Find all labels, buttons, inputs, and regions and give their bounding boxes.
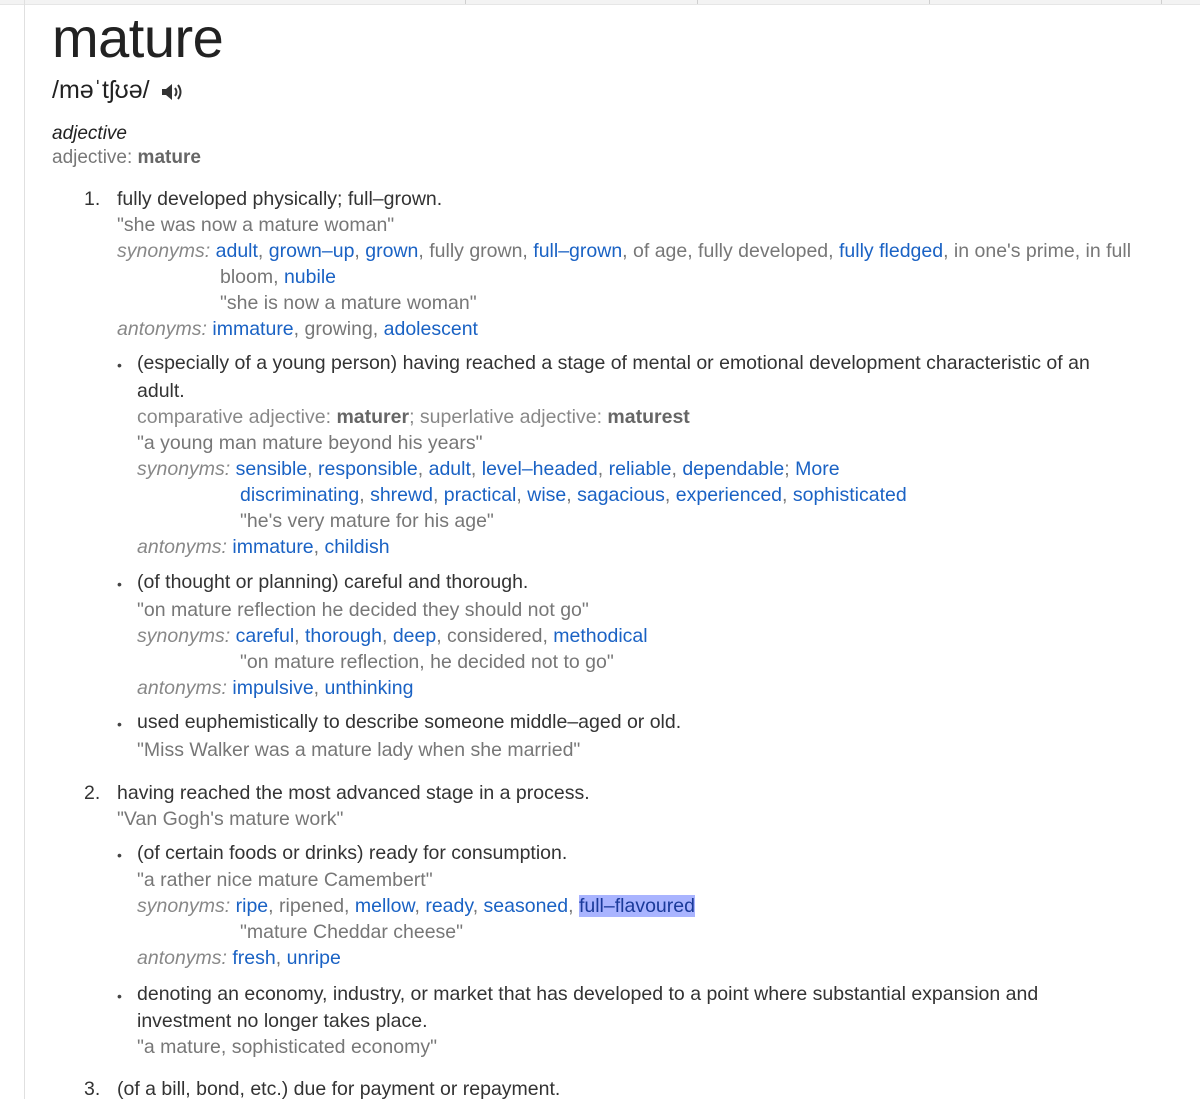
bullet: • bbox=[117, 716, 122, 732]
plain-text: , fully grown, bbox=[418, 240, 534, 262]
more-synonyms-link[interactable]: More bbox=[795, 458, 840, 480]
plain-text: , bbox=[294, 625, 305, 647]
plain-text: , bbox=[566, 484, 578, 506]
antonym-list bbox=[232, 947, 340, 969]
word-link[interactable]: adult bbox=[215, 240, 258, 262]
word-link[interactable]: full–flavoured bbox=[578, 895, 695, 917]
plain-text: , ripened, bbox=[268, 895, 355, 917]
plain-text: , bbox=[307, 458, 319, 480]
subsense-example: "on mature reflection he decided they should not go" bbox=[137, 599, 589, 621]
word-link[interactable]: full–grown bbox=[533, 240, 623, 262]
plain-text: , bbox=[470, 458, 482, 480]
plain-text: bloom, bbox=[220, 266, 284, 288]
pronunciation-row bbox=[52, 74, 184, 106]
word-link[interactable]: dependable bbox=[682, 458, 785, 480]
synonyms-row bbox=[220, 264, 336, 290]
word-link[interactable]: deep bbox=[392, 625, 437, 647]
plain-text: , bbox=[381, 625, 393, 647]
antonyms-row bbox=[137, 675, 413, 701]
synonym-list bbox=[220, 266, 336, 288]
synonym-example: "mature Cheddar cheese" bbox=[240, 921, 464, 943]
sense-example: "she was now a mature woman" bbox=[117, 214, 395, 236]
comparative-form: maturer bbox=[336, 406, 410, 428]
top-divider bbox=[1161, 0, 1162, 4]
subsense-definition: (of thought or planning) careful and thorough. bbox=[137, 571, 529, 593]
word-link[interactable]: immature bbox=[232, 536, 314, 558]
plain-text: , bbox=[359, 484, 371, 506]
left-border bbox=[24, 0, 25, 1099]
bullet: • bbox=[117, 988, 122, 1004]
synonyms-row bbox=[117, 238, 1131, 264]
subsense-example: "Miss Walker was a mature lady when she married" bbox=[137, 739, 581, 761]
superlative-label: ; superlative adjective: bbox=[409, 406, 608, 428]
word-link[interactable]: experienced bbox=[675, 484, 783, 506]
sense-definition: fully developed physically; full–grown. bbox=[117, 188, 443, 210]
word-link[interactable]: wise bbox=[527, 484, 567, 506]
bullet: • bbox=[117, 576, 122, 592]
antonyms-row bbox=[117, 316, 478, 342]
sense-definition: having reached the most advanced stage in a process. bbox=[117, 782, 590, 804]
word-link[interactable]: childish bbox=[324, 536, 390, 558]
word-link[interactable]: shrewd bbox=[370, 484, 433, 506]
synonym-list bbox=[236, 458, 795, 480]
antonyms-row bbox=[137, 945, 341, 971]
word-link[interactable]: sophisticated bbox=[792, 484, 907, 506]
plain-text: , bbox=[354, 240, 366, 262]
word-link[interactable]: fresh bbox=[232, 947, 276, 969]
plain-text: , bbox=[671, 458, 683, 480]
synonym-example: "she is now a mature woman" bbox=[220, 292, 477, 314]
subsense-definition: denoting an economy, industry, or market that has developed to a point where substantial expansion and bbox=[137, 983, 1039, 1005]
antonyms-label: antonyms: bbox=[117, 318, 207, 340]
word-link[interactable]: impulsive bbox=[232, 677, 314, 699]
sense-number: 1. bbox=[84, 188, 101, 210]
plain-text: , in one's prime, in full bbox=[943, 240, 1132, 262]
plain-text: , bbox=[414, 895, 426, 917]
word-link[interactable]: methodical bbox=[553, 625, 648, 647]
plain-text: , bbox=[417, 458, 429, 480]
word-link[interactable]: unripe bbox=[286, 947, 341, 969]
pos-sub-label: adjective: bbox=[52, 147, 138, 168]
plain-text: , growing, bbox=[293, 318, 384, 340]
comparative-label: comparative adjective: bbox=[137, 406, 337, 428]
bullet: • bbox=[117, 847, 122, 863]
subsense-definition: (especially of a young person) having reached a stage of mental or emotional development characteristic of an bbox=[137, 352, 1090, 374]
subsense-definition-cont: investment no longer takes place. bbox=[137, 1010, 428, 1032]
plain-text: , bbox=[516, 484, 528, 506]
plain-text: , considered, bbox=[436, 625, 554, 647]
antonym-list bbox=[232, 536, 389, 558]
synonyms-label: synonyms: bbox=[137, 895, 231, 917]
synonyms-row bbox=[137, 456, 840, 482]
synonym-list bbox=[240, 484, 907, 506]
word-link[interactable]: ready bbox=[425, 895, 473, 917]
sense-number: 2. bbox=[84, 782, 101, 804]
word-link[interactable]: fully fledged bbox=[839, 240, 944, 262]
word-link[interactable]: nubile bbox=[283, 266, 336, 288]
word-link[interactable]: sensible bbox=[235, 458, 308, 480]
sense-definition: (of a bill, bond, etc.) due for payment or repayment. bbox=[117, 1078, 561, 1100]
superlative-form: maturest bbox=[607, 406, 690, 428]
antonyms-label: antonyms: bbox=[137, 947, 227, 969]
word-link[interactable]: adult bbox=[428, 458, 471, 480]
plain-text: , of age, fully developed, bbox=[622, 240, 839, 262]
top-divider bbox=[697, 0, 698, 4]
headword: mature bbox=[52, 6, 224, 69]
antonyms-row bbox=[137, 534, 390, 560]
word-link[interactable]: grown–up bbox=[268, 240, 355, 262]
word-link[interactable]: thorough bbox=[305, 625, 382, 647]
antonym-list bbox=[232, 677, 413, 699]
subsense-definition: (of certain foods or drinks) ready for consumption. bbox=[137, 842, 568, 864]
top-divider bbox=[465, 0, 466, 4]
synonyms-label: synonyms: bbox=[137, 458, 231, 480]
synonyms-row bbox=[240, 482, 907, 508]
word-link[interactable]: discriminating bbox=[240, 484, 360, 506]
synonyms-label: synonyms: bbox=[137, 625, 231, 647]
word-link[interactable]: immature bbox=[212, 318, 294, 340]
plain-text: , bbox=[597, 458, 609, 480]
antonym-list bbox=[212, 318, 478, 340]
plain-text: , bbox=[257, 240, 269, 262]
part-of-speech: adjective bbox=[52, 123, 127, 144]
pos-sub-word: mature bbox=[137, 147, 201, 168]
subsense-example: "a mature, sophisticated economy" bbox=[137, 1036, 437, 1058]
antonyms-label: antonyms: bbox=[137, 536, 227, 558]
word-link[interactable]: reliable bbox=[608, 458, 672, 480]
synonym-example: "he's very mature for his age" bbox=[240, 510, 494, 532]
plain-text: , bbox=[275, 947, 287, 969]
word-link[interactable]: adolescent bbox=[383, 318, 478, 340]
synonym-list bbox=[236, 895, 695, 917]
synonyms-row bbox=[137, 893, 695, 919]
plain-text: , bbox=[313, 677, 325, 699]
plain-text: , bbox=[782, 484, 793, 506]
plain-text: , bbox=[432, 484, 444, 506]
pronunciation: /məˈtʃʊə/ bbox=[52, 76, 150, 104]
plain-text: , bbox=[472, 895, 484, 917]
subsense-example: "a young man mature beyond his years" bbox=[137, 432, 483, 454]
word-link[interactable]: practical bbox=[443, 484, 517, 506]
top-divider bbox=[929, 0, 930, 4]
subsense-definition: used euphemistically to describe someone middle–aged or old. bbox=[137, 711, 682, 733]
speaker-icon[interactable] bbox=[160, 79, 184, 101]
synonym-example: "on mature reflection, he decided not to go" bbox=[240, 651, 614, 673]
subsense-example: "a rather nice mature Camembert" bbox=[137, 869, 433, 891]
antonyms-label: antonyms: bbox=[137, 677, 227, 699]
word-link[interactable]: careful bbox=[235, 625, 295, 647]
bullet: • bbox=[117, 357, 122, 373]
word-link[interactable]: seasoned bbox=[483, 895, 569, 917]
word-link[interactable]: mellow bbox=[354, 895, 415, 917]
word-link[interactable]: ripe bbox=[235, 895, 269, 917]
part-of-speech-sub bbox=[52, 146, 201, 170]
word-link[interactable]: sagacious bbox=[577, 484, 665, 506]
synonym-list bbox=[216, 240, 1131, 262]
word-link[interactable]: level–headed bbox=[481, 458, 598, 480]
plain-text: ; bbox=[784, 458, 796, 480]
plain-text: , bbox=[313, 536, 325, 558]
word-link[interactable]: unthinking bbox=[324, 677, 414, 699]
plain-text: , bbox=[664, 484, 676, 506]
synonyms-label: synonyms: bbox=[117, 240, 211, 262]
word-link[interactable]: grown bbox=[365, 240, 419, 262]
grammar-forms bbox=[137, 404, 690, 430]
plain-text: , bbox=[568, 895, 579, 917]
word-link[interactable]: responsible bbox=[318, 458, 418, 480]
subsense-definition-cont: adult. bbox=[137, 380, 185, 402]
synonym-list bbox=[236, 625, 648, 647]
sense-example: "Van Gogh's mature work" bbox=[117, 808, 344, 830]
sense-number: 3. bbox=[84, 1078, 101, 1100]
synonyms-row bbox=[137, 623, 648, 649]
